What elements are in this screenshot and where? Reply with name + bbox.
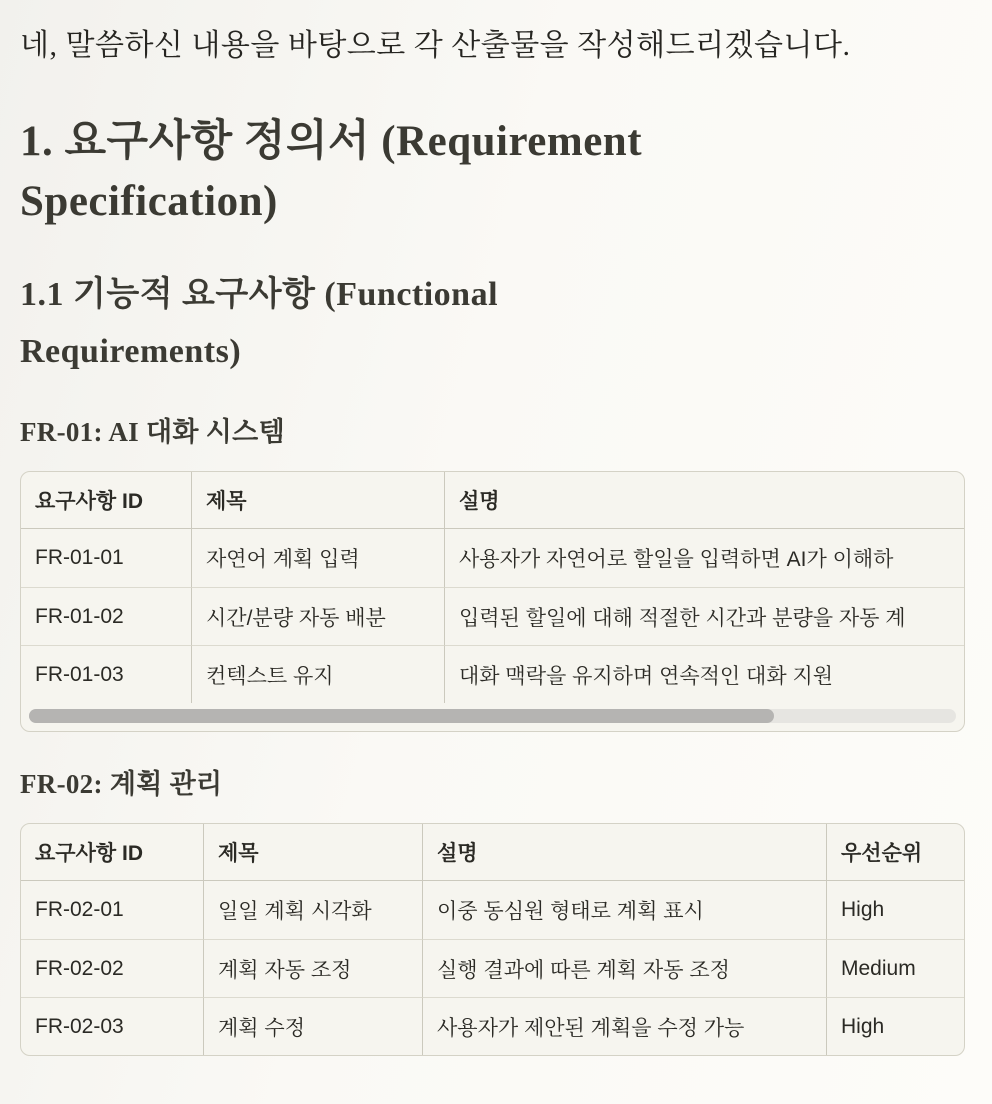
cell-description: 실행 결과에 따른 계획 자동 조정 [422, 939, 826, 997]
table-row [21, 881, 964, 939]
column-header-id: 요구사항 ID [21, 824, 203, 881]
column-header-priority: 우선순위 [826, 824, 964, 881]
fr02-table-viewport [21, 824, 964, 1055]
table-row [21, 939, 964, 997]
cell-priority: Medium [826, 939, 964, 997]
column-header-id: 요구사항 ID [21, 472, 191, 529]
cell-priority: High [826, 881, 964, 939]
column-header-title: 제목 [191, 472, 444, 529]
subsection-heading-functional-requirements: 1.1 기능적 요구사항 (Functional Requirements) [20, 276, 499, 370]
intro-paragraph: 네, 말씀하신 내용을 바탕으로 각 산출물을 작성해드리겠습니다. [20, 29, 851, 62]
horizontal-scrollbar-thumb[interactable] [29, 709, 774, 723]
cell-req-id: FR-01-03 [21, 645, 191, 703]
cell-description: 이중 동심원 형태로 계획 표시 [422, 881, 826, 939]
cell-req-id: FR-02-01 [35, 898, 124, 921]
heading-fr02: FR-02: 계획 관리 [20, 769, 223, 799]
table-row [21, 587, 964, 645]
fr02-table-container [20, 823, 965, 1056]
table-row [21, 645, 964, 703]
table-header-row [21, 472, 964, 529]
fr01-table-scroll-viewport[interactable] [21, 472, 964, 703]
cell-title: 계획 자동 조정 [203, 939, 422, 997]
table-header-row [21, 824, 964, 881]
cell-description: 사용자가 제안된 계획을 수정 가능 [422, 997, 826, 1055]
cell-priority: High [826, 997, 964, 1055]
fr02-table [21, 824, 964, 1055]
cell-description: 대화 맥락을 유지하며 연속적인 대화 지원 [444, 645, 964, 703]
cell-title: 시간/분량 자동 배분 [191, 587, 444, 645]
fr01-table [21, 472, 964, 703]
cell-title: 컨텍스트 유지 [191, 645, 444, 703]
cell-req-id: FR-02-03 [21, 997, 203, 1055]
cell-description: 입력된 할일에 대해 적절한 시간과 분량을 자동 계 [444, 587, 964, 645]
cell-title: 계획 수정 [203, 997, 422, 1055]
cell-req-id: FR-01-01 [35, 546, 124, 569]
column-header-title: 제목 [203, 824, 422, 881]
cell-title: 자연어 계획 입력 [191, 529, 444, 587]
cell-title: 일일 계획 시각화 [203, 881, 422, 939]
heading-fr01: FR-01: AI 대화 시스템 [20, 417, 285, 447]
table-row [21, 997, 964, 1055]
horizontal-scrollbar [21, 703, 964, 731]
fr01-table-container [20, 471, 965, 732]
column-header-description: 설명 [444, 472, 964, 529]
cell-req-id: FR-01-02 [21, 587, 191, 645]
cell-description: 사용자가 자연어로 할일을 입력하면 AI가 이해하 [444, 529, 964, 587]
table-row [21, 529, 964, 587]
column-header-description: 설명 [422, 824, 826, 881]
cell-req-id: FR-02-02 [21, 939, 203, 997]
section-heading-requirement-specification: 1. 요구사항 정의서 (Requirement Specification) [20, 118, 643, 225]
